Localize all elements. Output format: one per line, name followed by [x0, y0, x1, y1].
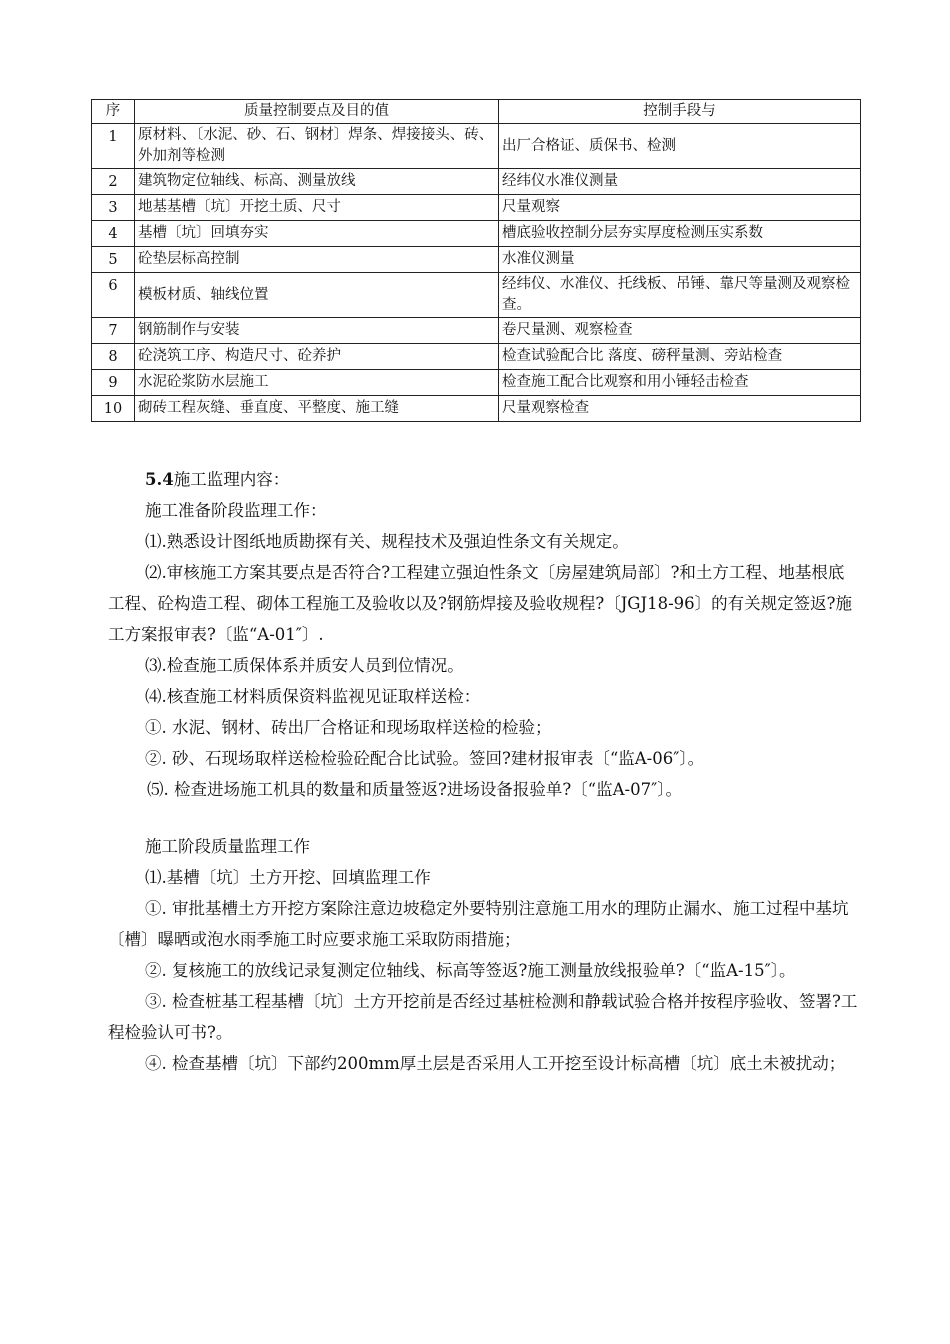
table-row: [92, 221, 861, 247]
construction-item: ③. 检查桩基工程基槽〔坑〕土方开挖前是否经过基桩检测和静载试验合格并按程序验收、签署?工程检验认可书?。: [108, 992, 858, 1042]
row-no: 5: [92, 247, 135, 273]
table-row: [92, 344, 861, 370]
row-no: 9: [92, 370, 135, 396]
header-control-means: 控制手段与: [499, 100, 861, 124]
row-control-means: 出厂合格证、质保书、检测: [499, 124, 861, 169]
row-no: 4: [92, 221, 135, 247]
table-row: [92, 273, 861, 318]
header-no: 序: [92, 100, 135, 124]
row-control-means: 检查试验配合比 落度、磅秤量测、旁站检查: [499, 344, 861, 370]
prep-item: ①. 水泥、钢材、砖出厂合格证和现场取样送检的检验；: [145, 718, 552, 737]
prep-item: ⑴.熟悉设计图纸地质勘探有关、规程技术及强迫性条文有关规定。: [145, 532, 629, 551]
section-heading: [108, 464, 860, 495]
row-control-means: 经纬仪水准仪测量: [499, 169, 861, 195]
document-body: [108, 464, 860, 1079]
construction-item: ②. 复核施工的放线记录复测定位轴线、标高等签返?施工测量放线报验单?〔“监A-15″〕。: [145, 961, 796, 980]
row-control-means: 尺量观察检查: [499, 396, 861, 422]
row-control-point: 模板材质、轴线位置: [135, 273, 499, 318]
row-control-point: 砌砖工程灰缝、垂直度、平整度、施工缝: [135, 396, 499, 422]
row-control-means: 卷尺量测、观察检查: [499, 318, 861, 344]
construction-item: ④. 检查基槽〔坑〕下部约200mm厚土层是否采用人工开挖至设计标高槽〔坑〕底土未被扰动；: [145, 1054, 846, 1073]
row-control-means: 水准仪测量: [499, 247, 861, 273]
table-row: [92, 370, 861, 396]
section-number: 5.4: [145, 470, 174, 489]
row-no: 10: [92, 396, 135, 422]
row-control-point: 钢筋制作与安装: [135, 318, 499, 344]
header-control-point: 质量控制要点及目的值: [135, 100, 499, 124]
table-row: [92, 195, 861, 221]
row-no: 6: [92, 273, 135, 318]
section-title: 施工监理内容：: [173, 470, 290, 489]
construction-item: ①. 审批基槽土方开挖方案除注意边坡稳定外要特别注意施工用水的理防止漏水、施工过程中基坑〔槽〕曝晒或泡水雨季施工时应要求施工采取防雨措施；: [108, 899, 849, 949]
row-control-point: 砼浇筑工序、构造尺寸、砼养护: [135, 344, 499, 370]
prep-item: ⑸. 检查进场施工机具的数量和质量签返?进场设备报验单?〔“监A-07″〕。: [147, 780, 683, 799]
row-no: 3: [92, 195, 135, 221]
table-row: [92, 169, 861, 195]
row-control-point: 水泥砼浆防水层施工: [135, 370, 499, 396]
prep-heading: 施工准备阶段监理工作：: [145, 501, 327, 520]
prep-item: ⑷.核查施工材料质保资料监视见证取样送检：: [145, 687, 481, 706]
row-no: 8: [92, 344, 135, 370]
prep-item: ②. 砂、石现场取样送检检验砼配合比试验。签回?建材报审表〔“监A-06″〕。: [145, 749, 705, 768]
row-control-means: 经纬仪、水准仪、托线板、吊锤、靠尺等量测及观察检查。: [499, 273, 861, 318]
table-row: [92, 318, 861, 344]
row-no: 1: [92, 124, 135, 169]
prep-item: ⑶.检查施工质保体系并质安人员到位情况。: [145, 656, 464, 675]
row-no: 2: [92, 169, 135, 195]
table-row: [92, 124, 861, 169]
table-row: [92, 396, 861, 422]
table-row: [92, 247, 861, 273]
construction-subheading: ⑴.基槽〔坑〕土方开挖、回填监理工作: [145, 868, 431, 887]
row-control-point: 原材料、〔水泥、砂、石、钢材〕焊条、焊接接头、砖、外加剂等检测: [135, 124, 499, 169]
table-header-row: [92, 100, 861, 124]
row-control-means: 尺量观察: [499, 195, 861, 221]
row-control-point: 建筑物定位轴线、标高、测量放线: [135, 169, 499, 195]
row-control-means: 槽底验收控制分层夯实厚度检测压实系数: [499, 221, 861, 247]
row-control-point: 砼垫层标高控制: [135, 247, 499, 273]
quality-control-table: [91, 99, 861, 422]
row-control-point: 地基基槽〔坑〕开挖土质、尺寸: [135, 195, 499, 221]
row-control-means: 检查施工配合比观察和用小锤轻击检查: [499, 370, 861, 396]
row-no: 7: [92, 318, 135, 344]
paragraph-gap: [108, 805, 860, 831]
row-control-point: 基槽〔坑〕回填夯实: [135, 221, 499, 247]
prep-item: ⑵.审核施工方案其要点是否符合?工程建立强迫性条文〔房屋建筑局部〕?和土方工程、地基根底工程、砼构造工程、砌体工程施工及验收以及?钢筋焊接及验收规程?〔JGJ18-96〕的有关规定签返?施工方案报审表?〔监“A-01″〕.: [108, 563, 853, 644]
construction-heading: 施工阶段质量监理工作: [145, 837, 310, 856]
